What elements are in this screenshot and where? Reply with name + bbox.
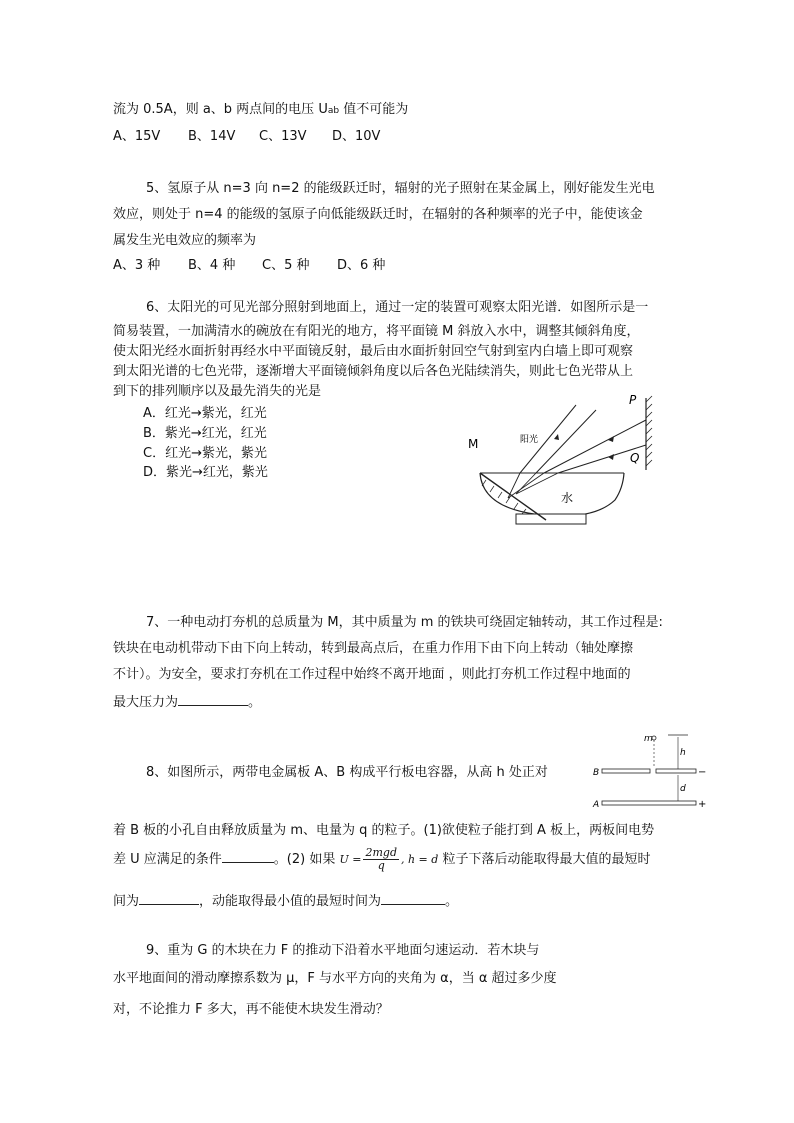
label-P: P: [629, 393, 637, 407]
q7-stem-line2: 铁块在电动机带动下由下向上转动，转到最高点后，在重力作用下由下向上转动（轴处摩擦: [113, 641, 634, 656]
q6-stem-line2: 简易装置，一加满清水的碗放在有阳光的地方，将平面镜 M 斜放入水中，调整其倾斜角度，: [113, 324, 640, 339]
label-m: m: [644, 734, 653, 744]
q9-stem-line3: 对，不论推力 F 多大，再不能使木块发生滑动？: [113, 1002, 389, 1017]
q5-option-d[interactable]: D、6 种: [337, 258, 386, 273]
q8-stem-line4: 间为 ，动能取得最小值的最短时间为 。: [113, 894, 459, 909]
label-water: 水: [561, 491, 574, 505]
formula-u: U =: [339, 853, 362, 866]
q6-option-b[interactable]: B．紫光→红光，红光: [143, 426, 267, 441]
label-sunlight: 阳光: [520, 435, 539, 445]
q6-stem-line1: 6、太阳光的可见光部分照射到地面上，通过一定的装置可观察太阳光谱．如图所示是一: [146, 300, 649, 315]
label-h: h: [680, 748, 686, 758]
q6-stem-line4: 到太阳光谱的七色光带，逐渐增大平面镜倾斜角度以后各色光陆续消失，则此七色光带从上: [113, 364, 634, 379]
q5-option-a[interactable]: A、3 种: [113, 258, 161, 273]
q4-stem-line: 流为 0.5A，则 a、b 两点间的电压 Uab 值不可能为: [113, 102, 409, 117]
q6-stem-line3: 使太阳光经水面折射再经水中平面镜反射，最后由水面折射回空气射到室内白墙上即可观察: [113, 344, 634, 359]
q4-option-d[interactable]: D、10V: [332, 129, 381, 144]
q6-stem-line5: 到下的排列顺序以及最先消失的光是: [113, 384, 322, 399]
q5-stem-line2: 效应，则处于 n=4 的能级的氢原子向低能级跃迁时，在辐射的各种频率的光子中，能使该金: [113, 207, 643, 222]
label-B: B: [593, 768, 600, 778]
subscript-ab: ab: [327, 106, 340, 116]
q7-stem-line1: 7、一种电动打夯机的总质量为 M，其中质量为 m 的铁块可绕固定轴转动，其工作过程是:: [146, 615, 663, 630]
q8-stem-line1: 8、如图所示，两带电金属板 A、B 构成平行板电容器，从高 h 处正对: [146, 765, 548, 780]
q5-option-b[interactable]: B、4 种: [188, 258, 236, 273]
q9-stem-line1: 9、重为 G 的木块在力 F 的推动下沿着水平地面匀速运动．若木块与: [146, 943, 540, 958]
q6-bowl-mirror-figure: [458, 390, 668, 530]
label-M: M: [468, 437, 479, 451]
label-Q: Q: [630, 451, 640, 465]
label-d: d: [680, 784, 686, 794]
q8-stem-line3: 差 U 应满足的条件 。(2) 如果 U = $\frac{\text{2mgd}}{q}$ , h = d 粒子下落后动能取得最大值的最短时: [113, 846, 651, 872]
label-A: A: [593, 800, 600, 810]
q7-stem-line4: 最大压力为 。: [113, 695, 262, 710]
q6-option-d[interactable]: D．紫光→红光，紫光: [143, 465, 268, 480]
formula-h-eq-d: , h = d: [400, 853, 439, 866]
q5-stem-line1: 5、氢原子从 n=3 向 n=2 的能级跃迁时，辐射的光子照射在某金属上，刚好能发生光电: [146, 181, 655, 196]
q8-answer-blank-1[interactable]: [222, 850, 274, 863]
q4-option-b[interactable]: B、14V: [188, 129, 236, 144]
q4-option-a[interactable]: A、15V: [113, 129, 161, 144]
q6-option-c[interactable]: C．红光→紫光，紫光: [143, 446, 267, 461]
q7-answer-blank[interactable]: [178, 693, 248, 706]
q5-stem-line3: 属发生光电效应的频率为: [113, 233, 257, 248]
label-minus: −: [698, 767, 707, 778]
formula-fraction: $\frac{\text{2mgd}}{q}$: [365, 846, 397, 872]
q7-stem-line3: 不计）。为安全，要求打夯机在工作过程中始终不离开地面 ，则此打夯机工作过程中地面的: [113, 667, 631, 682]
q8-stem-line2: 着 B 板的小孔自由释放质量为 m、电量为 q 的粒子。(1)欲使粒子能打到 A 板上，两板间电势: [113, 823, 655, 838]
q8-answer-blank-3[interactable]: [381, 892, 445, 905]
q6-option-a[interactable]: A．红光→紫光，红光: [143, 406, 267, 421]
q8-capacitor-figure: [588, 727, 708, 812]
q5-option-c[interactable]: C、5 种: [262, 258, 310, 273]
q9-stem-line2: 水平地面间的滑动摩擦系数为 μ，F 与水平方向的夹角为 α，当 α 超过多少度: [113, 971, 557, 986]
q4-option-c[interactable]: C、13V: [259, 129, 307, 144]
q8-answer-blank-2[interactable]: [139, 892, 199, 905]
label-plus: +: [698, 799, 707, 810]
